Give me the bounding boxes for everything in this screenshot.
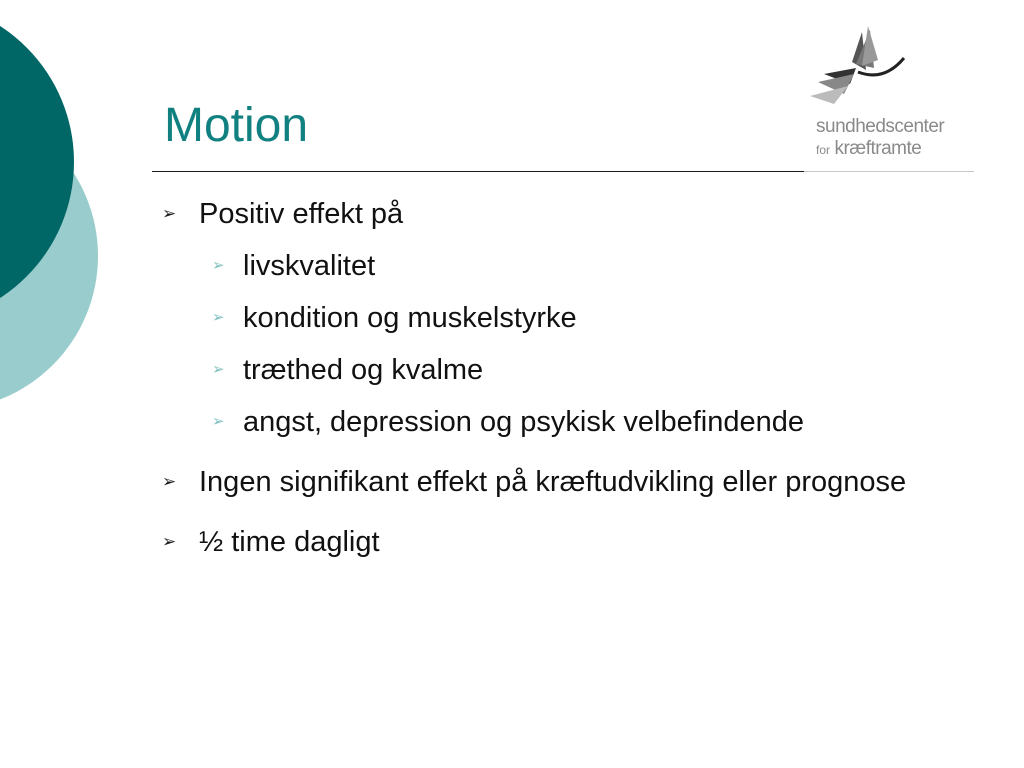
bullet-list xyxy=(160,188,920,568)
arrowhead-bullet-icon: ➢ xyxy=(162,204,177,223)
bullet-text: kondition og muskelstyrke xyxy=(243,302,577,334)
bullet-item xyxy=(160,188,920,240)
bullet-text: Ingen signifikant effekt på kræftudvikling eller prognose xyxy=(199,466,907,498)
logo-divider xyxy=(804,171,974,172)
arrowhead-bullet-icon: ➢ xyxy=(212,413,225,430)
bullet-text: Positiv effekt på xyxy=(199,198,404,230)
arrowhead-bullet-icon: ➢ xyxy=(212,309,225,326)
bullet-text: livskvalitet xyxy=(243,250,376,282)
sub-bullet-item xyxy=(160,344,920,396)
bullet-text: angst, depression og psykisk velbefindende xyxy=(243,406,805,438)
logo-text-line1: sundhedscenter xyxy=(816,116,945,137)
logo-text-for: for xyxy=(816,143,831,157)
bullet-text: ½ time dagligt xyxy=(199,526,380,558)
title-divider xyxy=(152,171,804,172)
arrowhead-bullet-icon: ➢ xyxy=(212,361,225,378)
sub-bullet-item xyxy=(160,396,920,448)
slide-title: Motion xyxy=(164,99,309,152)
arrowhead-bullet-icon: ➢ xyxy=(212,257,225,274)
butterfly-logo-icon xyxy=(804,22,914,112)
bullet-text: træthed og kvalme xyxy=(243,354,484,386)
arrowhead-bullet-icon: ➢ xyxy=(162,532,177,551)
arrowhead-bullet-icon: ➢ xyxy=(162,472,177,491)
sub-bullet-item xyxy=(160,292,920,344)
logo-text-line2 xyxy=(816,138,921,160)
bullet-item xyxy=(160,516,920,568)
logo-text-kraeftramte: kræftramte xyxy=(834,138,922,159)
bullet-item xyxy=(160,456,920,508)
sub-bullet-item xyxy=(160,240,920,292)
logo xyxy=(800,22,980,167)
